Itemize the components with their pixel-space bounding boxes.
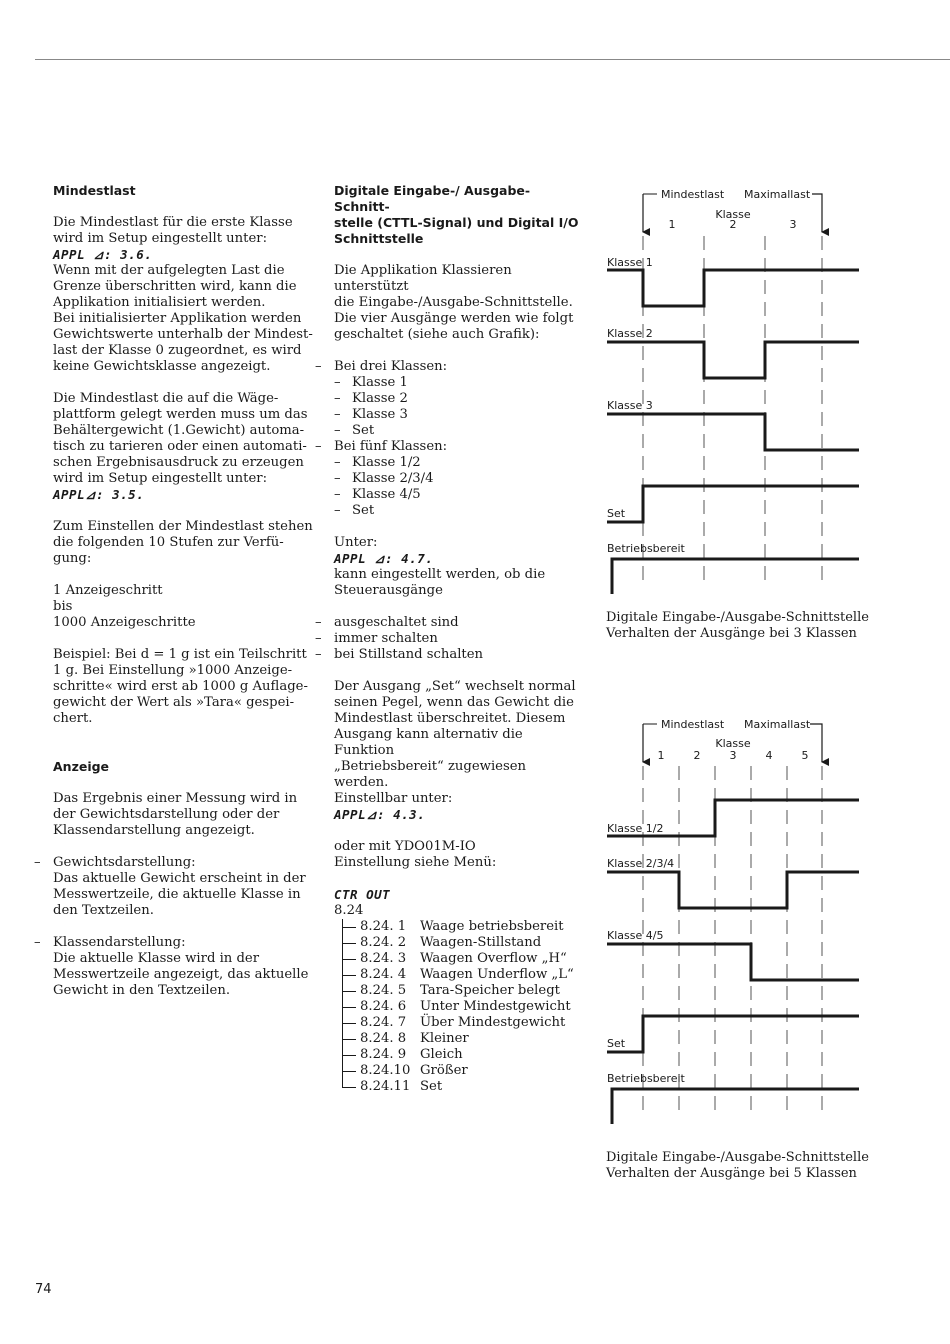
menu-item [340,1047,584,1063]
menu-item-label: Gleich [420,1047,463,1062]
tree-tick [342,991,356,992]
signal-label: Klasse 2/3/4 [607,857,675,870]
label-klasse: Klasse [715,737,751,750]
text-line: Das Ergebnis einer Messung wird in [53,791,298,806]
tree-tick [342,1087,356,1088]
text-line: bei Stillstand schalten [334,647,484,662]
text-line: Messwertzeile, die aktuelle Klasse in [53,887,301,902]
text-line: Ausgang kann alternativ die Funktion [334,727,523,758]
text-line: last der Klasse 0 zugeordnet, es wird [53,343,302,358]
column-left [34,183,313,999]
text-line: Die vier Ausgänge werden wie folgt [334,311,574,326]
text-line: Behältergewicht (1.Gewicht) automa- [53,423,305,438]
text-line: Das aktuelle Gewicht erscheint in der [53,871,306,886]
menu-item [340,919,584,935]
menu-code: CTR OUT [334,887,391,902]
list-item [34,935,313,951]
text-line: kann eingestellt werden, ob die [334,567,546,582]
text-line: Bei fünf Klassen: [334,439,448,454]
menu-item-label: Waagen Overflow „H“ [420,951,567,966]
menu-item [340,1015,584,1031]
text-line: Die Applikation Klassieren unterstützt [334,263,512,294]
header-rule [35,59,950,60]
sub-list-item [334,375,584,391]
menu-item-label: Unter Mindestgewicht [420,999,571,1014]
text-line: seinen Pegel, wenn das Gewicht die [334,695,574,710]
text-line: chert. [53,711,93,726]
text-line: Bei initialisierter Applikation werden [53,311,302,326]
bullet-dash: – [315,615,322,630]
text-line: ausgeschaltet sind [334,615,459,630]
menu-item [340,1063,584,1079]
heading-interface: Schnittstelle [334,231,424,246]
text-line: Wenn mit der aufgelegten Last die [53,263,285,278]
tree-tick [342,1039,356,1040]
page-number: 74 [35,1282,52,1297]
column-middle [315,183,584,1095]
bullet-dash: – [334,375,341,390]
text-line: Die Mindestlast für die erste Klasse [53,215,293,230]
signal-label: Klasse 2 [607,327,653,340]
caption-diagram-1 [606,610,869,642]
caption-line: Verhalten der Ausgänge bei 3 Klassen [606,626,857,641]
signal-label: Set [607,1037,626,1050]
label-mindestlast: Mindestlast [661,188,725,201]
signal-label: Betriebsbereit [607,542,685,555]
bullet-dash: – [315,631,322,646]
text-line: Die aktuelle Klasse wird in der [53,951,260,966]
maximallast-arrow [812,194,822,232]
text-line: wird im Setup eingestellt unter: [53,471,268,486]
menu-item [340,951,584,967]
bullet-dash: – [315,439,322,454]
bullet-dash: – [34,935,41,950]
text-line: plattform gelegt werden muss um das [53,407,308,422]
text-line: geschaltet (siehe auch Grafik): [334,327,540,342]
bullet-dash: – [334,503,341,518]
heading-interface: Digitale Eingabe-/ Ausgabe-Schnitt- [334,183,531,214]
list-item [315,615,584,631]
timing-diagram-3-classes [600,180,868,600]
menu-item-number: 8.24. 8 [360,1031,407,1046]
display-code: APPL⊿: 4.3. [334,807,426,822]
menu-item-label: Größer [420,1063,468,1078]
bullet-dash: – [334,487,341,502]
bullet-dash: – [315,359,322,374]
display-code: APPL ⊿: 4.7. [334,551,434,566]
list-item [315,439,584,455]
text-line: 1000 Anzeigeschritte [53,615,196,630]
text-line: „Betriebsbereit“ zugewiesen werden. [334,759,527,790]
display-code: APPL⊿: 3.5. [53,487,145,502]
col-label: 5 [801,749,809,762]
col-label: 2 [693,749,701,762]
list-item [315,631,584,647]
caption-line: Digitale Eingabe-/Ausgabe-Schnittstelle [606,610,869,625]
signal-label: Klasse 4/5 [607,929,664,942]
col-label: 4 [765,749,773,762]
menu-item-label: Set [420,1079,443,1094]
signal-klasse-2-3-4 [607,872,859,908]
menu-item [340,1031,584,1047]
text-line: Klasse 4/5 [352,487,421,502]
menu-item-number: 8.24. 2 [360,935,407,950]
menu-item [340,935,584,951]
menu-item-number: 8.24. 4 [360,967,407,982]
text-line: Klasse 1 [352,375,408,390]
menu-item-number: 8.24. 6 [360,999,407,1014]
heading-mindestlast: Mindestlast [53,183,136,198]
sub-list-item [334,423,584,439]
signal-set [607,486,859,522]
text-line: die folgenden 10 Stufen zur Verfü- [53,535,284,550]
text-line: Messwertzeile angezeigt, das aktuelle [53,967,309,982]
menu-number: 8.24 [334,903,364,918]
signal-label: Klasse 3 [607,399,653,412]
label-maximallast: Maximallast [744,718,811,731]
text-line: Bei drei Klassen: [334,359,448,374]
col-label: 3 [729,749,737,762]
text-line: Klassendarstellung: [53,935,186,950]
text-line: Der Ausgang „Set“ wechselt normal [334,679,576,694]
text-line: Gewicht in den Textzeilen. [53,983,231,998]
text-line: den Textzeilen. [53,903,154,918]
text-line: gewicht der Wert als »Tara« gespei- [53,695,295,710]
menu-item-label: Waagen Underflow „L“ [420,967,574,982]
sub-list-item [334,471,584,487]
text-line: Klasse 2 [352,391,408,406]
signal-label: Klasse 1 [607,256,653,269]
menu-item-number: 8.24. 5 [360,983,407,998]
menu-item-label: Waage betriebsbereit [420,919,564,934]
text-line: Applikation initialisiert werden. [53,295,266,310]
col-label: 2 [729,218,737,231]
bullet-dash: – [334,455,341,470]
text-line: Klassendarstellung angezeigt. [53,823,255,838]
text-line: Klasse 1/2 [352,455,421,470]
text-line: 1 Anzeigeschritt [53,583,163,598]
text-line: oder mit YDO01M-IO [334,839,476,854]
signal-klasse-2 [607,342,859,378]
text-line: Grenze überschritten wird, kann die [53,279,297,294]
text-line: keine Gewichtsklasse angezeigt. [53,359,271,374]
text-line: die Eingabe-/Ausgabe-Schnittstelle. [334,295,573,310]
tree-tick [342,1055,356,1056]
text-line: wird im Setup eingestellt unter: [53,231,268,246]
menu-item-label: Kleiner [420,1031,469,1046]
signal-klasse-4-5 [607,944,859,980]
signal-klasse-1 [607,270,859,306]
col-label: 1 [657,749,665,762]
text-line: Steuerausgänge [334,583,443,598]
label-maximallast: Maximallast [744,188,811,201]
signal-label: Klasse 1/2 [607,822,664,835]
tree-tick [342,959,356,960]
menu-item [340,983,584,999]
menu-item-number: 8.24.10 [360,1063,411,1078]
col-label: 3 [789,218,797,231]
menu-item-label: Tara-Speicher belegt [420,983,560,998]
bullet-dash: – [334,471,341,486]
menu-item-number: 8.24. 3 [360,951,407,966]
menu-item-number: 8.24. 9 [360,1047,407,1062]
caption-line: Verhalten der Ausgänge bei 5 Klassen [606,1166,857,1181]
text-line: Set [352,423,375,438]
text-line: tisch zu tarieren oder einen automati- [53,439,307,454]
sub-list-item [334,487,584,503]
col-label: 1 [668,218,676,231]
menu-item-label: Waagen-Stillstand [420,935,542,950]
text-line: Einstellbar unter: [334,791,453,806]
text-line: Klasse 2/3/4 [352,471,434,486]
sub-list-item [334,407,584,423]
caption-diagram-2 [606,1150,869,1182]
text-line: 1 g. Bei Einstellung »1000 Anzeige- [53,663,293,678]
tree-tick [342,1023,356,1024]
tree-tick [342,975,356,976]
text-line: gung: [53,551,92,566]
menu-item-number: 8.24. 1 [360,919,407,934]
tree-tick [342,943,356,944]
menu-item-number: 8.24.11 [360,1079,411,1094]
signal-label: Set [607,507,626,520]
signal-set [607,1016,859,1052]
maximallast-arrow [810,724,822,762]
menu-item [340,999,584,1015]
text-line: Einstellung siehe Menü: [334,855,497,870]
list-item [315,647,584,663]
bullet-dash: – [315,647,322,662]
text-line: der Gewichtsdarstellung oder der [53,807,280,822]
text-line: Set [352,503,375,518]
bullet-dash: – [334,423,341,438]
sub-list-item [334,503,584,519]
bullet-dash: – [34,855,41,870]
signal-label: Betriebsbereit [607,1072,685,1085]
caption-line: Digitale Eingabe-/Ausgabe-Schnittstelle [606,1150,869,1165]
tree-tick [342,1071,356,1072]
menu-item-number: 8.24. 7 [360,1015,407,1030]
text-line: bis [53,599,73,614]
signal-klasse-3 [607,414,859,450]
display-code: APPL ⊿: 3.6. [53,247,153,262]
tree-tick [342,927,356,928]
text-line: Beispiel: Bei d = 1 g ist ein Teilschritt [53,647,307,662]
timing-diagram-5-classes [600,710,868,1130]
text-line: Gewichtswerte unterhalb der Mindest- [53,327,313,342]
sub-list-item [334,391,584,407]
text-line: Mindestlast überschreitet. Diesem [334,711,566,726]
text-line: Gewichtsdarstellung: [53,855,196,870]
tree-tick [342,1007,356,1008]
label-klasse: Klasse [715,208,751,221]
text-line: Zum Einstellen der Mindestlast stehen [53,519,313,534]
text-line: Unter: [334,535,378,550]
list-item [315,359,584,375]
text-line: Die Mindestlast die auf die Wäge- [53,391,279,406]
list-item [34,855,313,871]
menu-tree [340,919,584,1095]
bullet-dash: – [334,407,341,422]
text-line: immer schalten [334,631,438,646]
label-mindestlast: Mindestlast [661,718,725,731]
sub-list-item [334,455,584,471]
text-line: schritte« wird erst ab 1000 g Auflage- [53,679,308,694]
heading-interface: stelle (CTTL-Signal) und Digital I/O [334,215,579,230]
menu-item-label: Über Mindestgewicht [420,1015,566,1030]
text-line: schen Ergebnisausdruck zu erzeugen [53,455,304,470]
bullet-dash: – [334,391,341,406]
menu-item [340,1079,584,1095]
text-line: Klasse 3 [352,407,408,422]
menu-item [340,967,584,983]
heading-anzeige: Anzeige [53,759,110,774]
